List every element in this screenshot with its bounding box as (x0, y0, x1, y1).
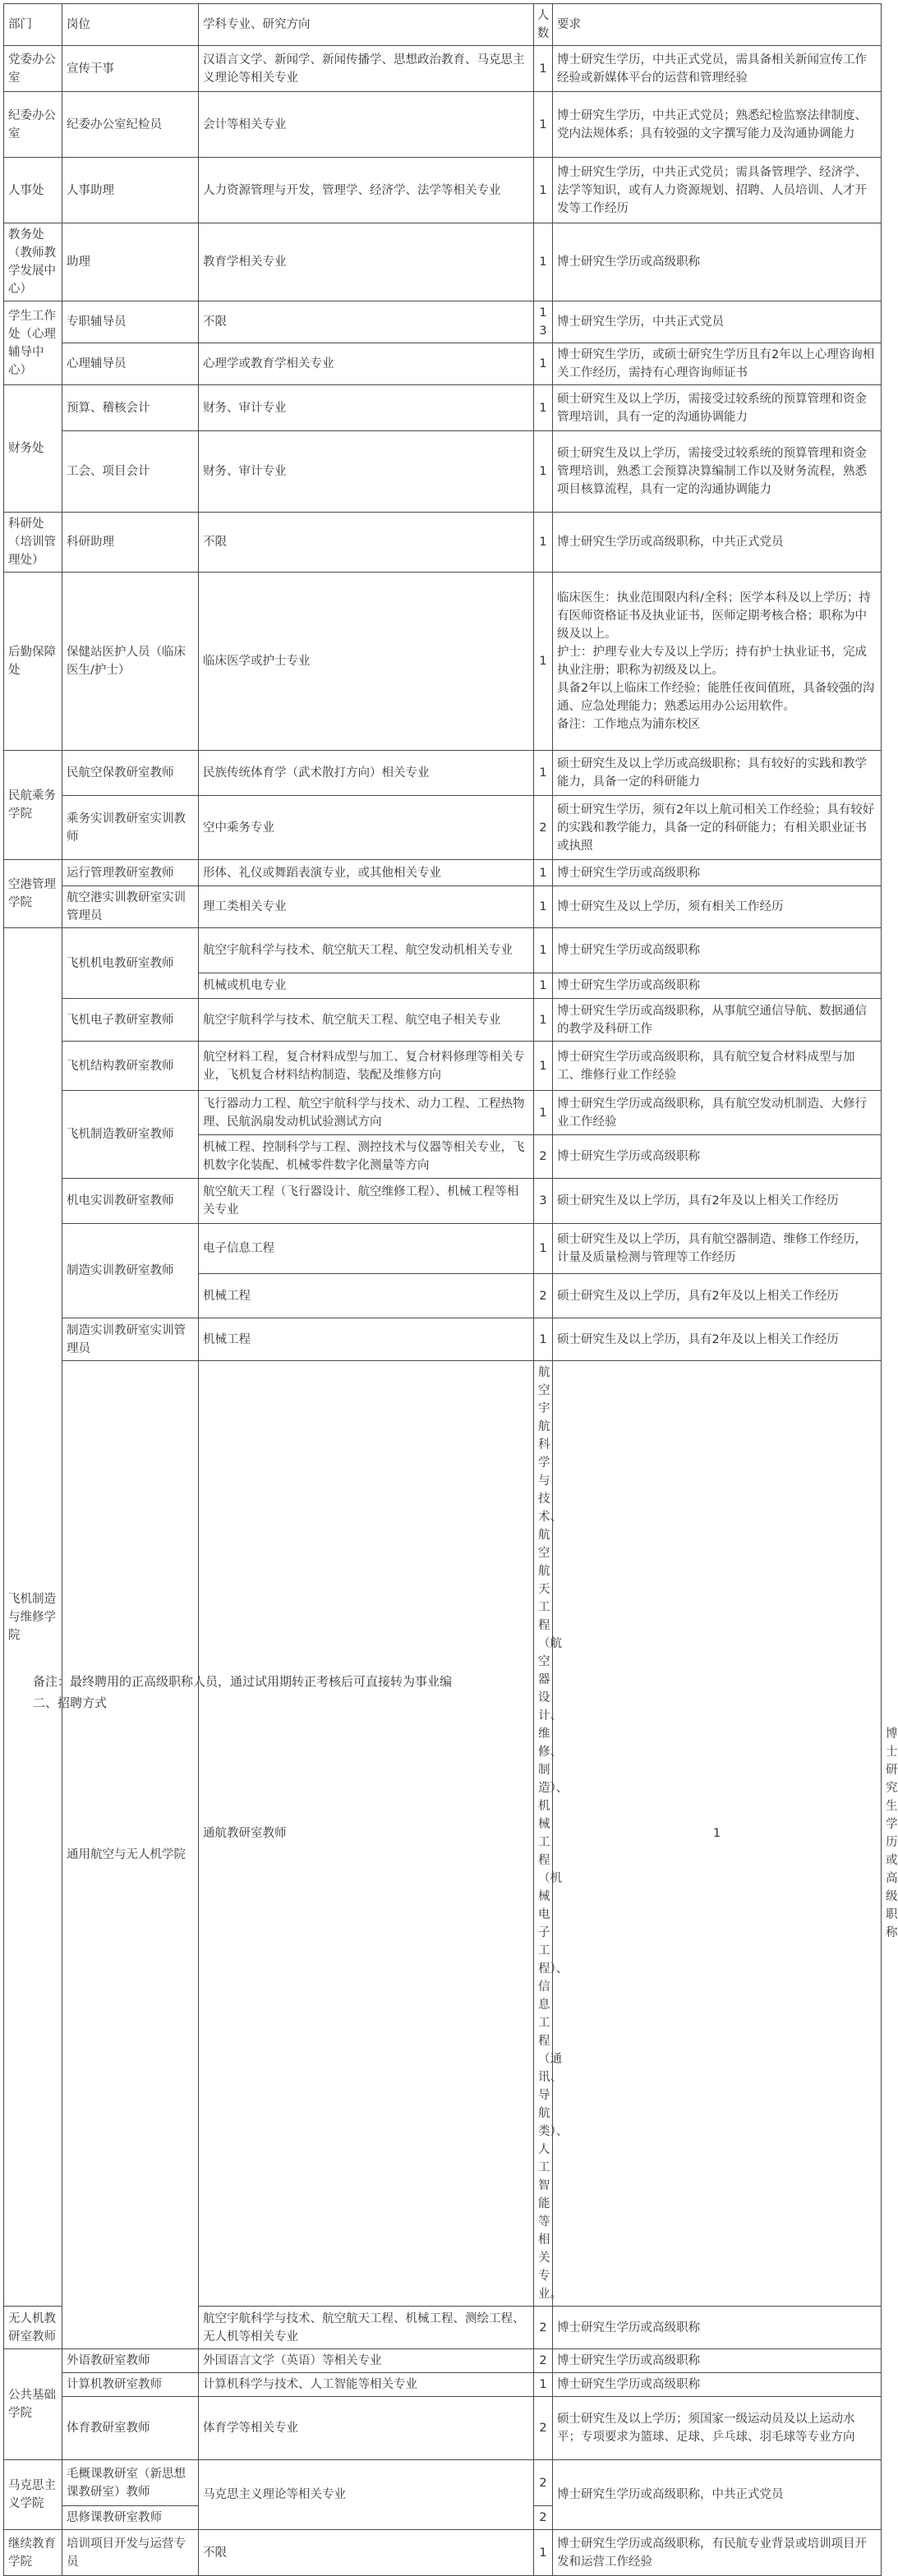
req-cell: 博士研究生及以上学历，须有相关工作经历 (553, 886, 882, 928)
req-cell: 博士研究生学历，中共正式党员；需具备管理学、经济学、法学等知识，或有人力资源规划、招聘、人员培训、人才开发等工作经历 (553, 158, 882, 223)
req-cell: 博士研究生学历或高级职称 (553, 223, 882, 301)
req-cell: 博士研究生学历，或硕士研究生学历且有2年以上心理咨询相关工作经历，需持有心理咨询师证书 (553, 343, 882, 385)
post-cell: 计算机教研室教师 (62, 2373, 199, 2397)
major-cell: 民族传统体育学（武术散打方向）相关专业 (199, 751, 534, 796)
major-cell: 体育学等相关专业 (199, 2397, 534, 2460)
count-cell: 1 (534, 999, 553, 1042)
table-row (4, 1042, 882, 1091)
major-cell: 汉语言文学、新闻学、新闻传播学、思想政治教育、马克思主义理论等相关专业 (199, 46, 534, 92)
major-cell: 心理学或教育学相关专业 (199, 343, 534, 385)
post-cell: 专职辅导员 (62, 301, 199, 343)
table-header-row (4, 4, 882, 46)
count-cell: 1 (534, 223, 553, 301)
req-cell: 博士研究生学历或高级职称 (553, 2307, 882, 2349)
post-cell: 民航空保教研室教师 (62, 751, 199, 796)
post-cell: 保健站医护人员（临床医生/护士） (62, 573, 199, 751)
post-cell: 飞机制造教研室教师 (62, 1091, 199, 1179)
count-cell: 1 (534, 973, 553, 999)
table-row (4, 385, 882, 431)
req-line: 临床医生：执业范围限内科/全科；医学本科及以上学历；持有医师资格证书及执业证书，医师定期考核合格；职称为中级及以上。 (557, 591, 871, 641)
post-cell: 飞机机电教研室教师 (62, 928, 199, 999)
table-row (4, 751, 882, 796)
table-row (4, 1224, 882, 1274)
post-cell: 预算、稽核会计 (62, 385, 199, 431)
dept-cell: 纪委办公室 (4, 92, 62, 158)
major-cell: 航空宇航科学与技术、航空航天工程、机械工程、测绘工程、无人机等相关专业 (199, 2307, 534, 2349)
post-cell: 思修课教研室教师 (62, 2506, 199, 2530)
dept-cell: 党委办公室 (4, 46, 62, 92)
count-cell: 1 (534, 92, 553, 158)
req-cell: 硕士研究生及以上学历，需接受过较系统的预算管理和资金管理培训，熟悉工会预算决算编制工作以及财务流程，熟悉项目核算流程，具有一定的沟通协调能力 (553, 431, 882, 513)
major-cell: 机械工程 (199, 1274, 534, 1318)
count-cell: 1 (534, 2373, 553, 2397)
table-row (4, 999, 882, 1042)
table-row (4, 2349, 882, 2373)
table-row (4, 92, 882, 158)
req-line: 备注：工作地点为浦东校区 (557, 718, 700, 731)
req-cell: 博士研究生学历或高级职称 (553, 2349, 882, 2373)
req-cell: 硕士研究生及以上学历，具有2年及以上相关工作经历 (553, 1274, 882, 1318)
req-cell: 博士研究生学历或高级职称 (553, 973, 882, 999)
count-cell: 1 (534, 928, 553, 973)
req-cell: 博士研究生学历或高级职称 (553, 2373, 882, 2397)
post-cell: 宣传干事 (62, 46, 199, 92)
major-cell: 教育学相关专业 (199, 223, 534, 301)
count-cell: 2 (534, 2460, 553, 2506)
table-row (4, 513, 882, 573)
dept-cell: 马克思主义学院 (4, 2460, 62, 2530)
major-cell: 航空航天工程（飞行器设计、航空维修工程）、机械工程等相关专业 (199, 1179, 534, 1224)
post-cell: 机电实训教研室教师 (62, 1179, 199, 1224)
table-row (4, 1091, 882, 1135)
post-cell: 科研助理 (62, 513, 199, 573)
req-cell: 博士研究生学历或高级职称，从事航空通信导航、数据通信的教学及科研工作 (553, 999, 882, 1042)
table-row (4, 2373, 882, 2397)
post-cell: 运行管理教研室教师 (62, 860, 199, 886)
table-row: 通用航空与无人机学院 通航教研室教师 航空宇航科学与技术、航空航天工程（航空器设计、维修、制造）、机械工程（机械电子工程）、信息工程（通讯、导航类）、人工智能等相关专业。 1 博士研究生学历或高级职称 (4, 1361, 882, 2307)
count-cell: 1 (534, 513, 553, 573)
major-cell: 航空宇航科学与技术、航空航天工程、航空发动机相关专业 (199, 928, 534, 973)
count-cell: 2 (534, 1274, 553, 1318)
table-row (4, 860, 882, 886)
req-cell: 硕士研究生及以上学历，具有2年及以上相关工作经历 (553, 1179, 882, 1224)
post-cell: 乘务实训教研室实训教师 (62, 796, 199, 860)
post-cell: 飞机结构教研室教师 (62, 1042, 199, 1091)
req-cell: 博士研究生学历或高级职称，具有航空发动机制造、大修行业工作经验 (553, 1091, 882, 1135)
table-row (4, 2530, 882, 2576)
post-cell: 航空港实训教研室实训管理员 (62, 886, 199, 928)
table-row (4, 1179, 882, 1224)
count-cell: 2 (534, 2307, 553, 2349)
table-row (4, 886, 882, 928)
major-cell: 马克思主义理论等相关专业 (199, 2460, 534, 2530)
dept-cell: 后勤保障处 (4, 573, 62, 751)
major-cell: 不限 (199, 301, 534, 343)
table-row (4, 2460, 882, 2506)
count-cell: 13 (534, 301, 553, 343)
post-cell: 心理辅导员 (62, 343, 199, 385)
dept-cell: 财务处 (4, 385, 62, 513)
major-cell: 航空材料工程，复合材料成型与加工、复合材料修理等相关专业，飞机复合材料结构制造、装配及维修方向 (199, 1042, 534, 1091)
count-cell: 1 (534, 2530, 553, 2576)
major-cell: 临床医学或护士专业 (199, 573, 534, 751)
req-cell: 硕士研究生及以上学历或高级职称；具有较好的实践和教学能力，具备一定的科研能力 (553, 751, 882, 796)
post-cell: 培训项目开发与运营专员 (62, 2530, 199, 2576)
req-cell (553, 573, 882, 751)
major-cell: 机械工程 (199, 1318, 534, 1361)
major-cell: 形体、礼仪或舞蹈表演专业，或其他相关专业 (199, 860, 534, 886)
table-row (4, 343, 882, 385)
dept-cell: 民航乘务学院 (4, 751, 62, 860)
table-row (4, 223, 882, 301)
post-cell: 体育教研室教师 (62, 2397, 199, 2460)
dept-cell: 学生工作处（心理辅导中心） (4, 301, 62, 385)
count-cell: 1 (534, 431, 553, 513)
count-cell: 2 (534, 796, 553, 860)
req-cell: 博士研究生学历，中共正式党员，需具备相关新闻宣传工作经验或新媒体平台的运营和管理经验 (553, 46, 882, 92)
dept-cell: 通用航空与无人机学院 (62, 1361, 199, 2349)
major-cell: 航空宇航科学与技术、航空航天工程（航空器设计、维修、制造）、机械工程（机械电子工程）、信息工程（通讯、导航类）、人工智能等相关专业。 (534, 1361, 553, 2307)
major-cell: 不限 (199, 513, 534, 573)
major-cell: 航空宇航科学与技术、航空航天工程、航空电子相关专业 (199, 999, 534, 1042)
section-heading-recruitment-method: 二、招聘方式 (33, 1695, 108, 1710)
req-cell: 博士研究生学历或高级职称 (553, 860, 882, 886)
dept-cell: 教务处（教师教学发展中心） (4, 223, 62, 301)
count-cell: 1 (534, 1042, 553, 1091)
major-cell: 计算机科学与技术、人工智能等相关专业 (199, 2373, 534, 2397)
major-cell: 外国语言文学（英语）等相关专业 (199, 2349, 534, 2373)
req-cell: 博士研究生学历或高级职称 (553, 928, 882, 973)
post-cell: 飞机电子教研室教师 (62, 999, 199, 1042)
table-row (4, 928, 882, 973)
post-cell: 制造实训教研室教师 (62, 1224, 199, 1318)
table-row (4, 301, 882, 343)
count-cell: 1 (534, 1224, 553, 1274)
major-cell: 人力资源管理与开发，管理学、经济学、法学等相关专业 (199, 158, 534, 223)
major-cell: 不限 (199, 2530, 534, 2576)
count-cell: 1 (534, 860, 553, 886)
header-major: 学科专业、研究方向 (199, 4, 534, 46)
table-row (4, 1318, 882, 1361)
req-cell: 博士研究生学历，中共正式党员；熟悉纪检监察法律制度、党内法规体系；具有较强的文字撰写能力及沟通协调能力 (553, 92, 882, 158)
major-cell: 电子信息工程 (199, 1224, 534, 1274)
table-row (4, 796, 882, 860)
post-cell: 毛概课教研室（新思想课教研室）教师 (62, 2460, 199, 2506)
table-row (4, 46, 882, 92)
count-cell: 3 (534, 1179, 553, 1224)
post-cell: 工会、项目会计 (62, 431, 199, 513)
post-cell: 无人机教研室教师 (4, 2307, 62, 2349)
count-cell: 2 (534, 2349, 553, 2373)
req-cell: 博士研究生学历或高级职称，中共正式党员 (553, 513, 882, 573)
req-cell: 博士研究生学历或高级职称，具有航空复合材料成型与加工、维修行业工作经验 (553, 1042, 882, 1091)
dept-cell: 空港管理学院 (4, 860, 62, 928)
major-cell: 机械或机电专业 (199, 973, 534, 999)
recruitment-table-container (3, 3, 898, 2576)
req-cell: 博士研究生学历，中共正式党员 (553, 301, 882, 343)
post-cell: 人事助理 (62, 158, 199, 223)
major-cell: 理工类相关专业 (199, 886, 534, 928)
table-row (4, 431, 882, 513)
post-cell: 外语教研室教师 (62, 2349, 199, 2373)
major-cell: 财务、审计专业 (199, 431, 534, 513)
major-cell: 飞行器动力工程、航空宇航科学与技术、动力工程、工程热物理、民航涡扇发动机试验测试方向 (199, 1091, 534, 1135)
post-cell: 纪委办公室纪检员 (62, 92, 199, 158)
dept-cell: 人事处 (4, 158, 62, 223)
table-row (4, 2397, 882, 2460)
count-cell: 2 (534, 2506, 553, 2530)
req-cell: 博士研究生学历或高级职称，中共正式党员 (553, 2460, 882, 2530)
header-dept: 部门 (4, 4, 62, 46)
req-cell: 硕士研究生及以上学历，需接受过较系统的预算管理和资金管理培训，具有一定的沟通协调能力 (553, 385, 882, 431)
dept-cell: 公共基础学院 (4, 2349, 62, 2460)
dept-cell: 继续教育学院 (4, 2530, 62, 2576)
count-cell: 1 (553, 1361, 882, 2307)
footnote-remark: 备注：最终聘用的正高级职称人员，通过试用期转正考核后可直接转为事业编 (33, 1674, 453, 1689)
major-cell: 空中乘务专业 (199, 796, 534, 860)
post-cell: 制造实训教研室实训管理员 (62, 1318, 199, 1361)
req-cell: 硕士研究生学历，须有2年以上航司相关工作经验；具有较好的实践和教学能力，具备一定的科研能力；有相关职业证书或执照 (553, 796, 882, 860)
req-cell: 博士研究生学历或高级职称，有民航专业背景或培训项目开发和运营工作经验 (553, 2530, 882, 2576)
req-cell: 硕士研究生及以上学历；须国家一级运动员及以上运动水平；专项要求为篮球、足球、乒乓球、羽毛球等专业方向 (553, 2397, 882, 2460)
req-cell: 硕士研究生及以上学历，具有2年及以上相关工作经历 (553, 1318, 882, 1361)
major-cell: 机械工程、控制科学与工程、测控技术与仪器等相关专业，飞机数字化装配、机械零件数字化测量等方向 (199, 1135, 534, 1179)
major-cell: 财务、审计专业 (199, 385, 534, 431)
dept-cell: 飞机制造与维修学院 (4, 928, 62, 2307)
req-line: 具备2年以上临床工作经验；能胜任夜间值班，具备较强的沟通、应急处理能力；熟悉运用办公运用软件。 (557, 682, 875, 713)
table-row (4, 573, 882, 751)
count-cell: 1 (534, 573, 553, 751)
header-post: 岗位 (62, 4, 199, 46)
post-cell: 助理 (62, 223, 199, 301)
recruitment-table (3, 3, 898, 2576)
header-req: 要求 (553, 4, 882, 46)
header-count: 人数 (534, 4, 553, 46)
dept-cell: 科研处（培训管理处） (4, 513, 62, 573)
count-cell: 1 (534, 886, 553, 928)
post-cell: 通航教研室教师 (199, 1361, 534, 2307)
req-cell: 博士研究生学历或高级职称 (553, 1135, 882, 1179)
table-row (4, 158, 882, 223)
req-line: 护士：护理专业大专及以上学历；持有护士执业证书，完成执业注册；职称为初级及以上。 (557, 646, 867, 677)
req-cell: 硕士研究生及以上学历，具有航空器制造、维修工作经历，计量及质量检测与管理等工作经历 (553, 1224, 882, 1274)
count-cell: 1 (534, 158, 553, 223)
count-cell: 1 (534, 46, 553, 92)
count-cell: 1 (534, 385, 553, 431)
count-cell: 1 (534, 1091, 553, 1135)
count-cell: 2 (534, 2397, 553, 2460)
count-cell: 1 (534, 1318, 553, 1361)
major-cell: 会计等相关专业 (199, 92, 534, 158)
count-cell: 1 (534, 343, 553, 385)
count-cell: 2 (534, 1135, 553, 1179)
count-cell: 1 (534, 751, 553, 796)
